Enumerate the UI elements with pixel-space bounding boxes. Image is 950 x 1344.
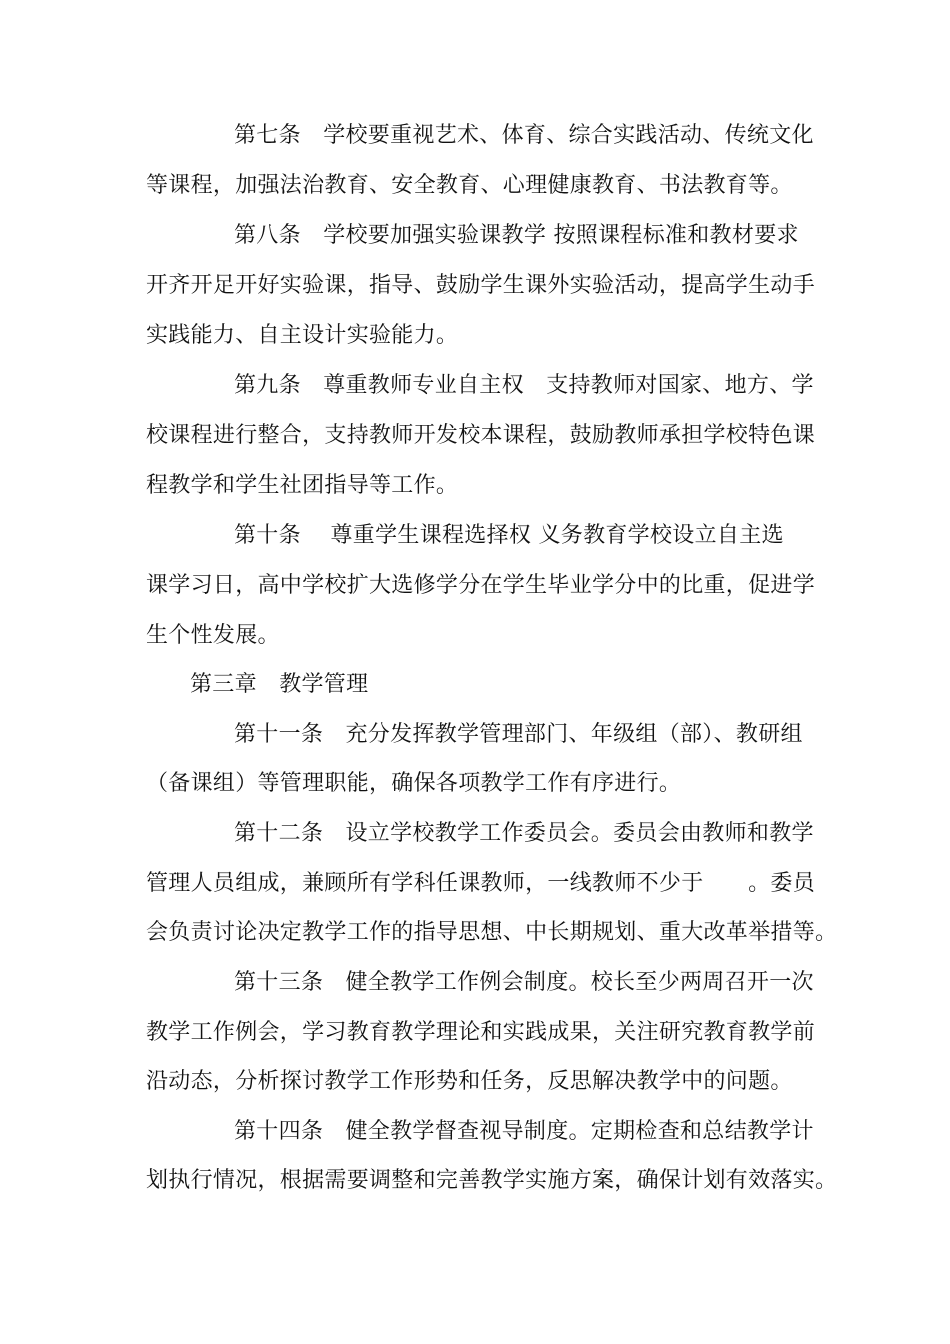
article-11-line-1: 第十一条 充分发挥教学管理部门、年级组（部）、教研组 xyxy=(234,722,803,747)
article-7-line-1: 第七条 学校要重视艺术、体育、综合实践活动、传统文化 xyxy=(234,123,814,148)
article-10-line-2: 课学习日，高中学校扩大选修学分在学生毕业学分中的比重，促进学 xyxy=(146,573,816,598)
article-12-line-1: 第十二条 设立学校教学工作委员会。委员会由教师和教学 xyxy=(234,821,814,846)
article-9-line-3: 程教学和学生社团指导等工作。 xyxy=(146,473,459,498)
article-10-line-1: 第十条 尊重学生课程选择权 义务教育学校设立自主选 xyxy=(234,523,784,548)
article-9-line-1: 第九条 尊重教师专业自主权 支持教师对国家、地方、学 xyxy=(234,373,814,398)
article-7-line-2: 等课程，加强法治教育、安全教育、心理健康教育、书法教育等。 xyxy=(146,173,793,198)
article-13-line-1: 第十三条 健全教学工作例会制度。校长至少两周召开一次 xyxy=(234,970,814,995)
article-12-line-3: 会负责讨论决定教学工作的指导思想、中长期规划、重大改革举措等。 xyxy=(146,920,838,945)
article-12-line-2: 管理人员组成，兼顾所有学科任课教师，一线教师不少于 。委员 xyxy=(146,871,816,896)
article-10-line-3: 生个性发展。 xyxy=(146,623,280,648)
article-8-line-1: 第八条 学校要加强实验课教学 按照课程标准和教材要求 xyxy=(234,223,799,248)
article-14-line-2: 划执行情况，根据需要调整和完善教学实施方案，确保计划有效落实。 xyxy=(146,1168,838,1193)
article-14-line-1: 第十四条 健全教学督查视导制度。定期检查和总结教学计 xyxy=(234,1119,814,1144)
article-11-line-2: （备课组）等管理职能，确保各项教学工作有序进行。 xyxy=(146,771,682,796)
article-8-line-2: 开齐开足开好实验课，指导、鼓励学生课外实验活动，提高学生动手 xyxy=(146,273,816,298)
article-8-line-3: 实践能力、自主设计实验能力。 xyxy=(146,323,459,348)
chapter-3-heading: 第三章 教学管理 xyxy=(190,672,369,697)
article-13-line-2: 教学工作例会，学习教育教学理论和实践成果，关注研究教育教学前 xyxy=(146,1020,816,1045)
article-9-line-2: 校课程进行整合，支持教师开发校本课程，鼓励教师承担学校特色课 xyxy=(146,423,816,448)
article-13-line-3: 沿动态，分析探讨教学工作形势和任务，反思解决教学中的问题。 xyxy=(146,1069,793,1094)
